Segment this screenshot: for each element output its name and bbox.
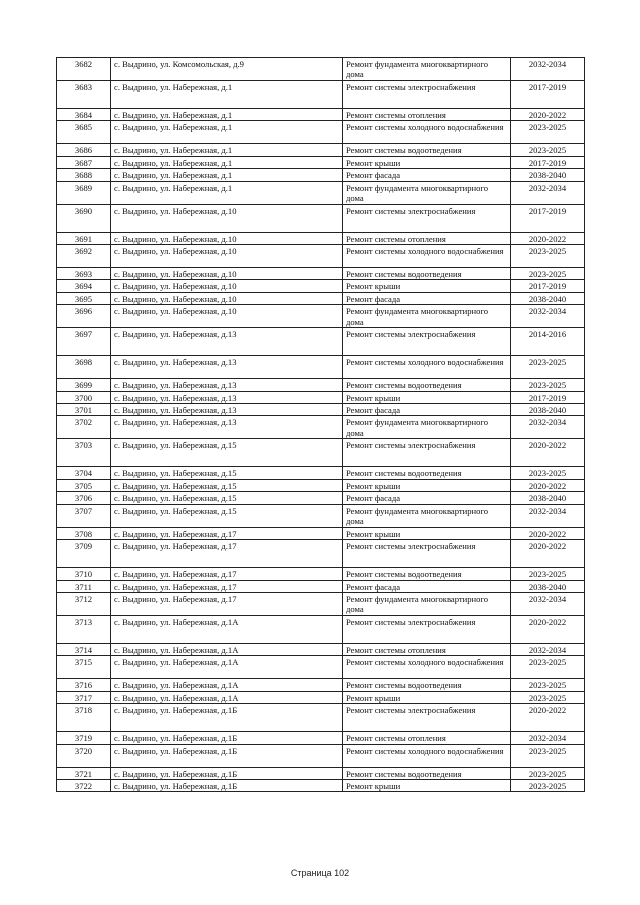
table-row <box>57 268 585 280</box>
row-period: 2020-2022 <box>511 439 585 467</box>
row-number: 3688 <box>57 169 111 181</box>
table-row <box>57 292 585 304</box>
table-row <box>57 679 585 691</box>
row-period: 2032-2034 <box>511 181 585 204</box>
row-work-type: Ремонт системы электроснабжения <box>343 204 511 232</box>
table-row <box>57 615 585 643</box>
row-work-type: Ремонт системы водоотведения <box>343 268 511 280</box>
row-number: 3696 <box>57 305 111 328</box>
row-work-type: Ремонт крыши <box>343 779 511 791</box>
row-number: 3706 <box>57 492 111 504</box>
row-period: 2023-2025 <box>511 356 585 379</box>
table-row <box>57 568 585 580</box>
row-work-type: Ремонт фасада <box>343 492 511 504</box>
table-row <box>57 580 585 592</box>
row-period: 2020-2022 <box>511 615 585 643</box>
row-number: 3691 <box>57 232 111 244</box>
row-address: с. Выдрино, ул. Набережная, д.10 <box>111 245 343 268</box>
table-row <box>57 109 585 121</box>
row-period: 2023-2025 <box>511 245 585 268</box>
row-address: с. Выдрино, ул. Набережная, д.1А <box>111 615 343 643</box>
row-period: 2032-2034 <box>511 416 585 439</box>
row-number: 3708 <box>57 527 111 539</box>
row-period: 2032-2034 <box>511 643 585 655</box>
row-period: 2032-2034 <box>511 305 585 328</box>
row-period: 2014-2016 <box>511 328 585 356</box>
row-address: с. Выдрино, ул. Набережная, д.1 <box>111 156 343 168</box>
row-work-type: Ремонт системы водоотведения <box>343 679 511 691</box>
table-row <box>57 732 585 744</box>
row-period: 2023-2025 <box>511 679 585 691</box>
table-row <box>57 391 585 403</box>
row-address: с. Выдрино, ул. Набережная, д.13 <box>111 416 343 439</box>
row-number: 3701 <box>57 404 111 416</box>
row-address: с. Выдрино, ул. Набережная, д.13 <box>111 404 343 416</box>
row-number: 3703 <box>57 439 111 467</box>
row-work-type: Ремонт фундамента многоквартирного дома <box>343 305 511 328</box>
row-number: 3698 <box>57 356 111 379</box>
row-work-type: Ремонт системы водоотведения <box>343 144 511 156</box>
table-row <box>57 144 585 156</box>
row-number: 3704 <box>57 467 111 479</box>
row-address: с. Выдрино, ул. Набережная, д.1Б <box>111 704 343 732</box>
table-row <box>57 704 585 732</box>
row-number: 3695 <box>57 292 111 304</box>
row-work-type: Ремонт системы электроснабжения <box>343 704 511 732</box>
row-number: 3693 <box>57 268 111 280</box>
row-period: 2020-2022 <box>511 704 585 732</box>
row-work-type: Ремонт системы электроснабжения <box>343 540 511 568</box>
row-work-type: Ремонт крыши <box>343 527 511 539</box>
row-number: 3699 <box>57 379 111 391</box>
row-address: с. Выдрино, ул. Набережная, д.13 <box>111 391 343 403</box>
row-number: 3714 <box>57 643 111 655</box>
table-row <box>57 58 585 81</box>
row-address: с. Выдрино, ул. Набережная, д.15 <box>111 439 343 467</box>
table-row <box>57 416 585 439</box>
row-work-type: Ремонт системы отопления <box>343 643 511 655</box>
row-period: 2023-2025 <box>511 744 585 767</box>
row-period: 2017-2019 <box>511 204 585 232</box>
row-number: 3684 <box>57 109 111 121</box>
table-row <box>57 169 585 181</box>
row-number: 3722 <box>57 779 111 791</box>
row-number: 3687 <box>57 156 111 168</box>
row-work-type: Ремонт системы холодного водоснабжения <box>343 356 511 379</box>
row-number: 3707 <box>57 504 111 527</box>
table-body <box>57 58 585 792</box>
row-number: 3682 <box>57 58 111 81</box>
row-address: с. Выдрино, ул. Набережная, д.1Б <box>111 767 343 779</box>
row-address: с. Выдрино, ул. Набережная, д.17 <box>111 540 343 568</box>
row-work-type: Ремонт фундамента многоквартирного дома <box>343 504 511 527</box>
row-period: 2020-2022 <box>511 527 585 539</box>
row-number: 3697 <box>57 328 111 356</box>
row-number: 3686 <box>57 144 111 156</box>
row-work-type: Ремонт фундамента многоквартирного дома <box>343 416 511 439</box>
table-row <box>57 204 585 232</box>
table-row <box>57 656 585 679</box>
row-number: 3710 <box>57 568 111 580</box>
row-work-type: Ремонт системы водоотведения <box>343 767 511 779</box>
row-work-type: Ремонт крыши <box>343 280 511 292</box>
row-work-type: Ремонт крыши <box>343 691 511 703</box>
row-number: 3705 <box>57 479 111 491</box>
table-row <box>57 280 585 292</box>
row-period: 2023-2025 <box>511 467 585 479</box>
row-work-type: Ремонт системы холодного водоснабжения <box>343 245 511 268</box>
row-address: с. Выдрино, ул. Набережная, д.13 <box>111 328 343 356</box>
row-address: с. Выдрино, ул. Набережная, д.17 <box>111 527 343 539</box>
row-number: 3720 <box>57 744 111 767</box>
row-period: 2020-2022 <box>511 232 585 244</box>
row-address: с. Выдрино, ул. Набережная, д.10 <box>111 268 343 280</box>
row-address: с. Выдрино, ул. Набережная, д.1Б <box>111 779 343 791</box>
row-work-type: Ремонт фундамента многоквартирного дома <box>343 181 511 204</box>
row-period: 2017-2019 <box>511 280 585 292</box>
table-row <box>57 356 585 379</box>
row-work-type: Ремонт фасада <box>343 404 511 416</box>
row-period: 2020-2022 <box>511 109 585 121</box>
table-row <box>57 691 585 703</box>
table-row <box>57 328 585 356</box>
row-number: 3721 <box>57 767 111 779</box>
row-work-type: Ремонт крыши <box>343 391 511 403</box>
row-period: 2032-2034 <box>511 732 585 744</box>
row-number: 3694 <box>57 280 111 292</box>
row-number: 3700 <box>57 391 111 403</box>
row-address: с. Выдрино, ул. Набережная, д.1 <box>111 109 343 121</box>
row-period: 2032-2034 <box>511 504 585 527</box>
row-work-type: Ремонт системы отопления <box>343 109 511 121</box>
row-address: с. Выдрино, ул. Набережная, д.1Б <box>111 744 343 767</box>
row-address: с. Выдрино, ул. Набережная, д.1 <box>111 81 343 109</box>
row-address: с. Выдрино, ул. Набережная, д.17 <box>111 580 343 592</box>
row-address: с. Выдрино, ул. Набережная, д.13 <box>111 356 343 379</box>
table-row <box>57 467 585 479</box>
row-work-type: Ремонт крыши <box>343 156 511 168</box>
row-address: с. Выдрино, ул. Набережная, д.1А <box>111 656 343 679</box>
row-address: с. Выдрино, ул. Набережная, д.1А <box>111 691 343 703</box>
row-work-type: Ремонт крыши <box>343 479 511 491</box>
row-number: 3719 <box>57 732 111 744</box>
repair-schedule-table <box>56 57 585 792</box>
row-period: 2038-2040 <box>511 580 585 592</box>
row-number: 3718 <box>57 704 111 732</box>
row-address: с. Выдрино, ул. Набережная, д.13 <box>111 379 343 391</box>
row-period: 2038-2040 <box>511 404 585 416</box>
table-row <box>57 156 585 168</box>
row-period: 2020-2022 <box>511 540 585 568</box>
table-row <box>57 592 585 615</box>
row-number: 3692 <box>57 245 111 268</box>
row-period: 2023-2025 <box>511 121 585 144</box>
row-work-type: Ремонт системы холодного водоснабжения <box>343 656 511 679</box>
row-work-type: Ремонт системы отопления <box>343 732 511 744</box>
row-period: 2038-2040 <box>511 169 585 181</box>
row-period: 2023-2025 <box>511 144 585 156</box>
row-address: с. Выдрино, ул. Набережная, д.1 <box>111 121 343 144</box>
row-address: с. Выдрино, ул. Набережная, д.1А <box>111 679 343 691</box>
row-work-type: Ремонт системы холодного водоснабжения <box>343 744 511 767</box>
row-number: 3717 <box>57 691 111 703</box>
row-work-type: Ремонт фасада <box>343 292 511 304</box>
row-address: с. Выдрино, ул. Набережная, д.1 <box>111 169 343 181</box>
row-address: с. Выдрино, ул. Комсомольская, д.9 <box>111 58 343 81</box>
row-address: с. Выдрино, ул. Набережная, д.10 <box>111 280 343 292</box>
row-address: с. Выдрино, ул. Набережная, д.10 <box>111 305 343 328</box>
row-address: с. Выдрино, ул. Набережная, д.10 <box>111 232 343 244</box>
row-number: 3689 <box>57 181 111 204</box>
row-number: 3702 <box>57 416 111 439</box>
row-address: с. Выдрино, ул. Набережная, д.1 <box>111 181 343 204</box>
table-row <box>57 504 585 527</box>
row-period: 2023-2025 <box>511 656 585 679</box>
row-period: 2023-2025 <box>511 691 585 703</box>
table-row <box>57 744 585 767</box>
row-address: с. Выдрино, ул. Набережная, д.1 <box>111 144 343 156</box>
table-row <box>57 439 585 467</box>
row-address: с. Выдрино, ул. Набережная, д.17 <box>111 592 343 615</box>
table-row <box>57 181 585 204</box>
row-number: 3709 <box>57 540 111 568</box>
table-row <box>57 527 585 539</box>
row-period: 2023-2025 <box>511 379 585 391</box>
row-period: 2038-2040 <box>511 492 585 504</box>
table-row <box>57 379 585 391</box>
table-row <box>57 81 585 109</box>
table-row <box>57 121 585 144</box>
row-address: с. Выдрино, ул. Набережная, д.15 <box>111 492 343 504</box>
row-number: 3685 <box>57 121 111 144</box>
row-work-type: Ремонт фундамента многоквартирного дома <box>343 592 511 615</box>
row-number: 3713 <box>57 615 111 643</box>
table-row <box>57 767 585 779</box>
row-number: 3716 <box>57 679 111 691</box>
row-address: с. Выдрино, ул. Набережная, д.1Б <box>111 732 343 744</box>
row-work-type: Ремонт системы электроснабжения <box>343 615 511 643</box>
row-address: с. Выдрино, ул. Набережная, д.15 <box>111 504 343 527</box>
table-row <box>57 492 585 504</box>
table-row <box>57 540 585 568</box>
row-work-type: Ремонт фасада <box>343 580 511 592</box>
table-row <box>57 245 585 268</box>
row-period: 2023-2025 <box>511 767 585 779</box>
row-work-type: Ремонт системы электроснабжения <box>343 328 511 356</box>
table-row <box>57 779 585 791</box>
row-period: 2017-2019 <box>511 156 585 168</box>
row-period: 2038-2040 <box>511 292 585 304</box>
row-work-type: Ремонт фасада <box>343 169 511 181</box>
row-period: 2032-2034 <box>511 58 585 81</box>
row-number: 3683 <box>57 81 111 109</box>
table-row <box>57 404 585 416</box>
row-address: с. Выдрино, ул. Набережная, д.10 <box>111 204 343 232</box>
table-row <box>57 479 585 491</box>
row-number: 3711 <box>57 580 111 592</box>
row-period: 2032-2034 <box>511 592 585 615</box>
row-work-type: Ремонт системы водоотведения <box>343 379 511 391</box>
row-number: 3690 <box>57 204 111 232</box>
row-period: 2023-2025 <box>511 779 585 791</box>
row-work-type: Ремонт системы электроснабжения <box>343 439 511 467</box>
row-work-type: Ремонт системы отопления <box>343 232 511 244</box>
row-period: 2020-2022 <box>511 479 585 491</box>
row-period: 2017-2019 <box>511 81 585 109</box>
row-address: с. Выдрино, ул. Набережная, д.15 <box>111 479 343 491</box>
table-row <box>57 232 585 244</box>
row-period: 2023-2025 <box>511 268 585 280</box>
row-work-type: Ремонт системы холодного водоснабжения <box>343 121 511 144</box>
row-number: 3712 <box>57 592 111 615</box>
row-work-type: Ремонт системы электроснабжения <box>343 81 511 109</box>
table-row <box>57 643 585 655</box>
row-work-type: Ремонт системы водоотведения <box>343 467 511 479</box>
row-address: с. Выдрино, ул. Набережная, д.10 <box>111 292 343 304</box>
row-address: с. Выдрино, ул. Набережная, д.17 <box>111 568 343 580</box>
row-address: с. Выдрино, ул. Набережная, д.1А <box>111 643 343 655</box>
page-number: Страница 102 <box>290 868 350 878</box>
row-work-type: Ремонт системы водоотведения <box>343 568 511 580</box>
table-row <box>57 305 585 328</box>
row-address: с. Выдрино, ул. Набережная, д.15 <box>111 467 343 479</box>
row-work-type: Ремонт фундамента многоквартирного дома <box>343 58 511 81</box>
row-number: 3715 <box>57 656 111 679</box>
row-period: 2017-2019 <box>511 391 585 403</box>
row-period: 2023-2025 <box>511 568 585 580</box>
